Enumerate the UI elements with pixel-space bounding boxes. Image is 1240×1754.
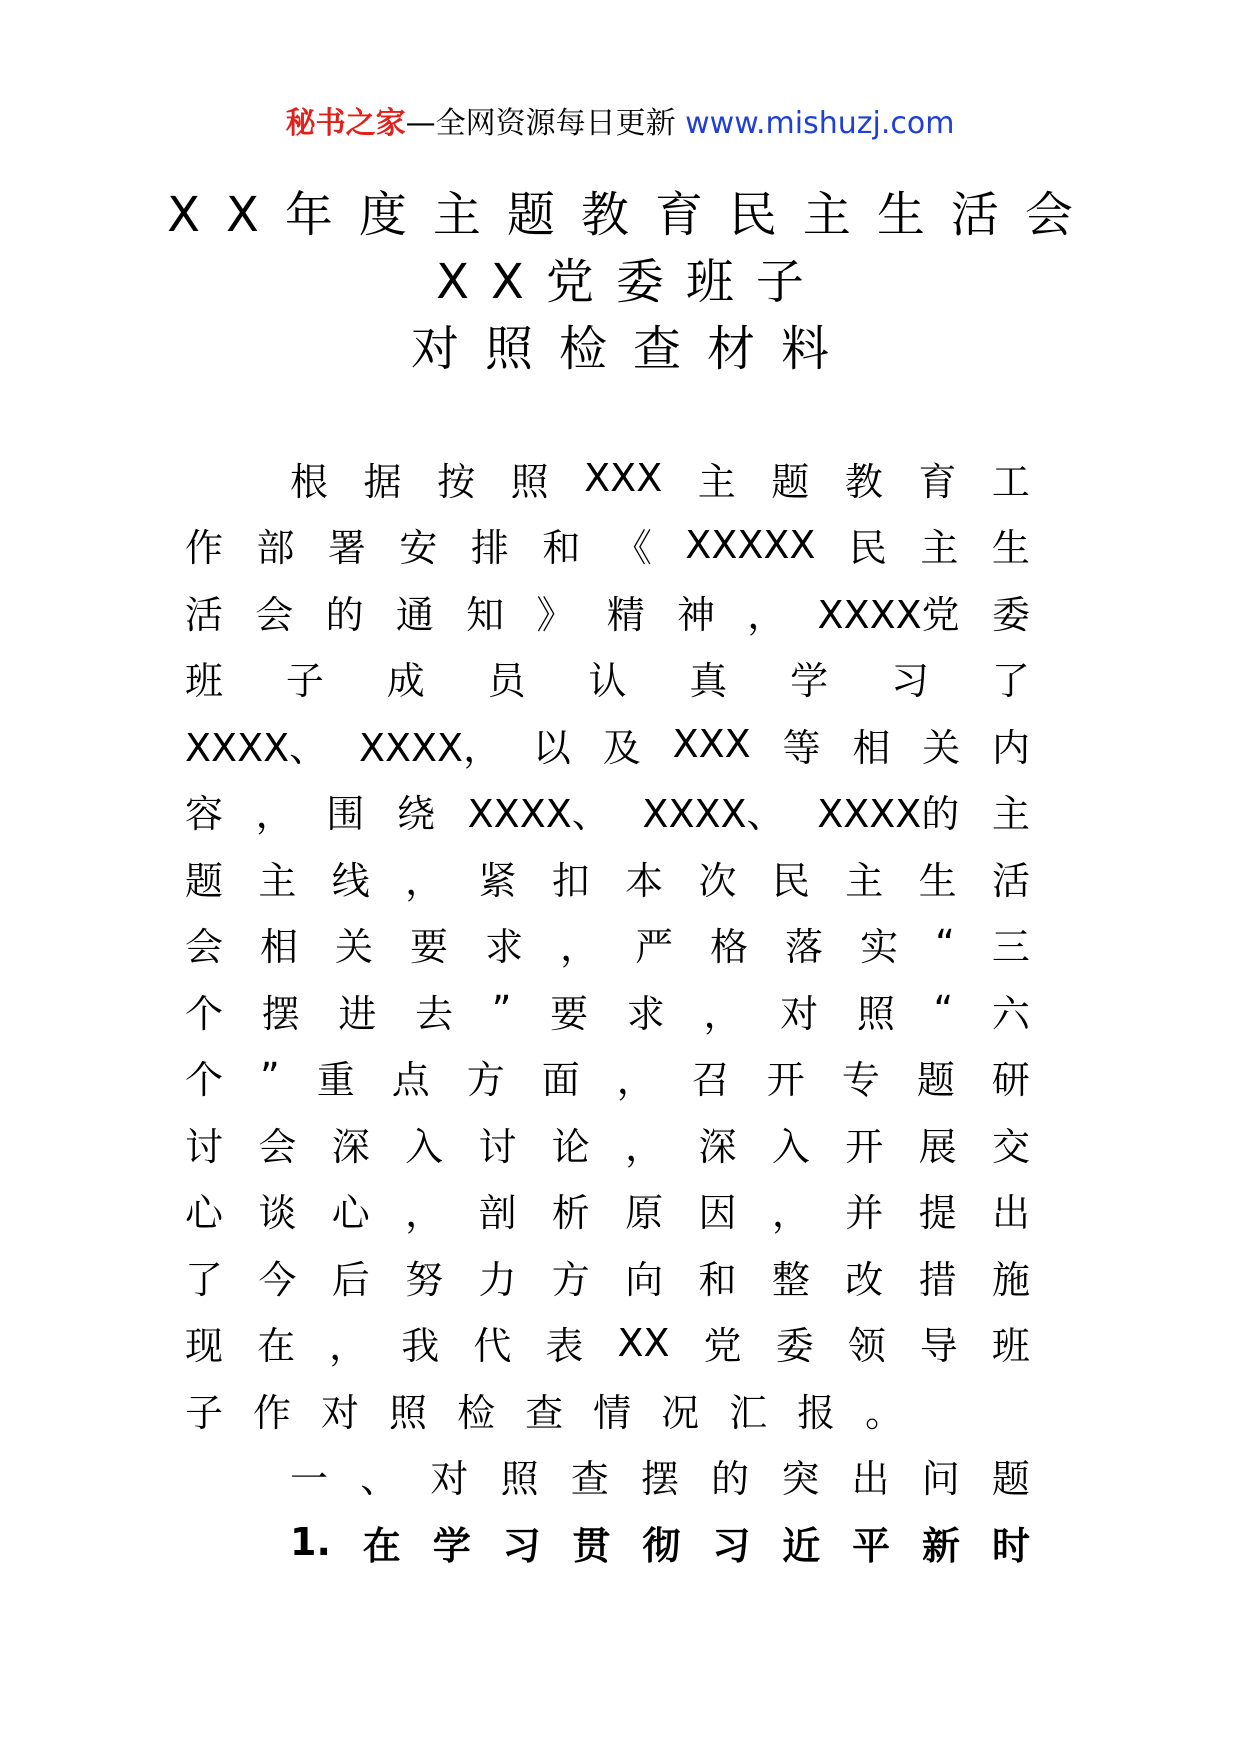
text-token: 和 — [698, 1257, 737, 1302]
text-token: ， — [329, 1324, 368, 1369]
text-token: 入 — [771, 1124, 810, 1169]
text-token: 讨 — [478, 1124, 517, 1169]
text-token: 因 — [698, 1191, 737, 1236]
paragraph-line — [185, 1243, 1030, 1310]
text-token: 现 — [185, 1324, 224, 1369]
text-token: XXXX的 — [817, 792, 960, 837]
text-token: 摆 — [640, 1457, 679, 1502]
text-token: 认 — [588, 659, 627, 704]
text-token: 表 — [545, 1324, 584, 1369]
text-token: 召 — [691, 1058, 730, 1103]
text-token: 在 — [362, 1523, 401, 1568]
text-token: 方 — [551, 1257, 590, 1302]
text-token: 学 — [790, 659, 829, 704]
paragraph-line — [185, 1044, 1030, 1111]
text-token: 民 — [848, 526, 887, 571]
text-token: 在 — [257, 1324, 296, 1369]
site-tagline: —全网资源每日更新 — [405, 106, 676, 141]
text-token: 委 — [991, 592, 1030, 637]
text-token: 出 — [851, 1457, 890, 1502]
text-token: 作 — [185, 526, 224, 571]
text-token: 出 — [991, 1191, 1030, 1236]
text-token: 民 — [771, 858, 810, 903]
text-token: 等 — [782, 725, 821, 770]
text-token: 心 — [185, 1191, 224, 1236]
text-token: 力 — [478, 1257, 517, 1302]
text-token: 主 — [845, 858, 884, 903]
text-token: 提 — [918, 1191, 957, 1236]
text-token: 代 — [473, 1324, 512, 1369]
text-token: 查 — [570, 1457, 609, 1502]
text-token: 检 — [457, 1390, 496, 1435]
text-token: 题 — [771, 459, 810, 504]
text-token: XXXX、 — [185, 725, 328, 770]
text-token: 突 — [781, 1457, 820, 1502]
text-token: 关 — [922, 725, 961, 770]
text-token: 容 — [185, 792, 224, 837]
text-token: 开 — [766, 1058, 805, 1103]
text-token: 了 — [185, 1257, 224, 1302]
text-token: 子 — [185, 1390, 224, 1435]
text-token: 据 — [363, 459, 402, 504]
text-token: 点 — [391, 1058, 430, 1103]
text-token: 讨 — [185, 1124, 224, 1169]
paragraph-line — [185, 711, 1030, 778]
text-token: 习 — [712, 1523, 751, 1568]
text-token: 照 — [856, 991, 895, 1036]
text-token: 原 — [625, 1191, 664, 1236]
text-token: 》 — [536, 592, 575, 637]
text-token: 、 — [360, 1457, 399, 1502]
text-token: 主 — [920, 526, 959, 571]
site-brand: 秘书之家 — [285, 106, 406, 141]
text-token: 实 — [860, 925, 899, 970]
text-token: 后 — [331, 1257, 370, 1302]
paragraph-line — [185, 778, 1030, 845]
paragraph-line — [185, 645, 1030, 712]
text-token: “ — [935, 921, 955, 966]
text-token: 改 — [845, 1257, 884, 1302]
text-token: 近 — [782, 1523, 821, 1568]
text-token: XX — [617, 1320, 670, 1365]
text-token: 了 — [991, 659, 1030, 704]
text-token: 贯 — [572, 1523, 611, 1568]
text-token: 专 — [841, 1058, 880, 1103]
text-token: 生 — [918, 858, 957, 903]
text-token: 向 — [625, 1257, 664, 1302]
text-token: 深 — [698, 1124, 737, 1169]
text-token: 按 — [437, 459, 476, 504]
paragraph-line — [185, 1177, 1030, 1244]
text-token: 研 — [991, 1058, 1030, 1103]
text-token: 落 — [785, 925, 824, 970]
text-token: 关 — [335, 925, 374, 970]
site-url-link[interactable]: www.mishuzj.com — [685, 106, 955, 141]
text-token: 整 — [771, 1257, 810, 1302]
text-token: 展 — [918, 1124, 957, 1169]
text-token: 今 — [258, 1257, 297, 1302]
text-token: 求 — [626, 991, 665, 1036]
text-token: 情 — [593, 1390, 632, 1435]
text-token: 内 — [991, 725, 1030, 770]
text-token: 导 — [919, 1324, 958, 1369]
title-line-2: XX党委班子 — [436, 254, 826, 310]
text-token: XXXX、 — [467, 792, 610, 837]
text-token: 格 — [710, 925, 749, 970]
text-token: 绕 — [396, 792, 435, 837]
text-token: 面 — [541, 1058, 580, 1103]
text-token: 委 — [775, 1324, 814, 1369]
text-token: ， — [625, 1124, 664, 1169]
text-token: 论 — [551, 1124, 590, 1169]
text-token: 进 — [338, 991, 377, 1036]
text-token: ， — [405, 858, 444, 903]
paragraph-line — [185, 1110, 1030, 1177]
text-token: 活 — [185, 592, 224, 637]
text-token: 部 — [256, 526, 295, 571]
text-token: 题 — [991, 1457, 1030, 1502]
text-token: 紧 — [478, 858, 517, 903]
text-token: 照 — [389, 1390, 428, 1435]
site-header — [0, 102, 1240, 146]
text-token: 安 — [399, 526, 438, 571]
text-token: 会 — [185, 925, 224, 970]
text-token: 次 — [698, 858, 737, 903]
text-token: 。 — [865, 1390, 904, 1435]
text-token: 及 — [602, 725, 641, 770]
text-token: 个 — [185, 1058, 224, 1103]
document-title — [0, 182, 1240, 383]
text-token: 班 — [991, 1324, 1030, 1369]
paragraph-line — [185, 445, 1030, 512]
text-token: 育 — [918, 459, 957, 504]
text-token: 生 — [991, 526, 1030, 571]
text-token: ， — [771, 1191, 810, 1236]
section-heading — [185, 1443, 1030, 1510]
text-token: 时 — [991, 1523, 1030, 1568]
text-token: 况 — [661, 1390, 700, 1435]
paragraph-line — [185, 1310, 1030, 1377]
text-token: 交 — [991, 1124, 1030, 1169]
text-token: ” — [491, 988, 512, 1033]
text-token: 开 — [845, 1124, 884, 1169]
text-token: 汇 — [729, 1390, 768, 1435]
text-token: 问 — [921, 1457, 960, 1502]
text-token: 深 — [331, 1124, 370, 1169]
paragraph-line — [185, 977, 1030, 1044]
text-token: 照 — [500, 1457, 539, 1502]
title-line-3: 对照检查材料 — [410, 321, 855, 377]
text-token: 报 — [797, 1390, 836, 1435]
text-token: 彻 — [642, 1523, 681, 1568]
text-token: 摆 — [261, 991, 300, 1036]
text-token: 谈 — [258, 1191, 297, 1236]
text-token: ， — [405, 1191, 444, 1236]
text-token: 习 — [891, 659, 930, 704]
text-token: 题 — [916, 1058, 955, 1103]
text-token: 对 — [321, 1390, 360, 1435]
text-token: 措 — [918, 1257, 957, 1302]
text-token: 排 — [470, 526, 509, 571]
text-token: XXX — [584, 456, 663, 501]
text-token: 施 — [991, 1257, 1030, 1302]
text-token: 领 — [847, 1324, 886, 1369]
document-body — [185, 445, 1030, 1576]
text-token: ， — [255, 792, 294, 837]
text-token: 学 — [432, 1523, 471, 1568]
text-token: “ — [933, 988, 954, 1033]
text-token: 析 — [551, 1191, 590, 1236]
text-token: 工 — [991, 459, 1030, 504]
text-token: 主 — [697, 459, 736, 504]
paragraph-line — [185, 844, 1030, 911]
text-token: 相 — [260, 925, 299, 970]
text-token: 成 — [386, 659, 425, 704]
text-token: 《 — [613, 526, 652, 571]
text-token: 线 — [331, 858, 370, 903]
text-token: 相 — [852, 725, 891, 770]
text-token: 一 — [290, 1457, 329, 1502]
text-token: XXXXX — [685, 522, 816, 567]
text-token: ” — [260, 1054, 280, 1099]
text-token: 六 — [991, 991, 1030, 1036]
text-token: 会 — [258, 1124, 297, 1169]
text-token: 严 — [635, 925, 674, 970]
text-token: 求 — [485, 925, 524, 970]
text-token: 平 — [852, 1523, 891, 1568]
text-token: 题 — [185, 858, 224, 903]
paragraph-line — [185, 512, 1030, 579]
text-token: 活 — [991, 858, 1030, 903]
text-token: 我 — [401, 1324, 440, 1369]
text-token: 围 — [326, 792, 365, 837]
text-token: 神 — [676, 592, 715, 637]
text-token: 扣 — [551, 858, 590, 903]
text-token: 子 — [285, 659, 324, 704]
paragraph-line — [185, 578, 1030, 645]
text-token: ， — [747, 592, 786, 637]
text-token: ， — [703, 991, 742, 1036]
text-token: 班 — [185, 659, 224, 704]
text-token: 署 — [327, 526, 366, 571]
text-token: XXX — [672, 722, 751, 767]
text-token: 对 — [430, 1457, 469, 1502]
text-token: 根 — [290, 459, 329, 504]
title-line-1: XX年度主题教育民主生活会 — [167, 187, 1099, 243]
text-token: 习 — [502, 1523, 541, 1568]
text-token: 精 — [606, 592, 645, 637]
text-token: 以 — [532, 725, 571, 770]
text-token: 的 — [711, 1457, 750, 1502]
subsection-heading — [185, 1509, 1030, 1576]
text-token: 要 — [410, 925, 449, 970]
paragraph-line — [185, 1376, 1030, 1443]
text-token: 新 — [922, 1523, 961, 1568]
text-token: 通 — [395, 592, 434, 637]
text-token: 真 — [689, 659, 728, 704]
text-token: 1. — [290, 1520, 331, 1565]
text-token: ， — [616, 1058, 655, 1103]
text-token: 努 — [405, 1257, 444, 1302]
text-token: 要 — [550, 991, 589, 1036]
text-token: 剖 — [478, 1191, 517, 1236]
text-token: 作 — [253, 1390, 292, 1435]
text-token: 并 — [845, 1191, 884, 1236]
text-token: 对 — [780, 991, 819, 1036]
text-token: 个 — [185, 991, 224, 1036]
text-token: 的 — [325, 592, 364, 637]
text-token: 本 — [625, 858, 664, 903]
text-token: 主 — [991, 792, 1030, 837]
text-token: 教 — [844, 459, 883, 504]
text-token: 去 — [415, 991, 454, 1036]
text-token: 会 — [255, 592, 294, 637]
text-token: 党 — [703, 1324, 742, 1369]
paragraph-line — [185, 911, 1030, 978]
text-token: XXXX， — [358, 725, 502, 770]
text-token: 重 — [316, 1058, 355, 1103]
text-token: 查 — [525, 1390, 564, 1435]
text-token: 三 — [991, 925, 1030, 970]
text-token: XXXX党 — [817, 592, 960, 637]
text-token: 和 — [542, 526, 581, 571]
text-token: 照 — [510, 459, 549, 504]
text-token: 知 — [466, 592, 505, 637]
text-token: XXXX、 — [642, 792, 785, 837]
text-token: 方 — [466, 1058, 505, 1103]
text-token: 员 — [487, 659, 526, 704]
text-token: 主 — [258, 858, 297, 903]
text-token: 入 — [405, 1124, 444, 1169]
text-token: ， — [560, 925, 599, 970]
text-token: 心 — [331, 1191, 370, 1236]
